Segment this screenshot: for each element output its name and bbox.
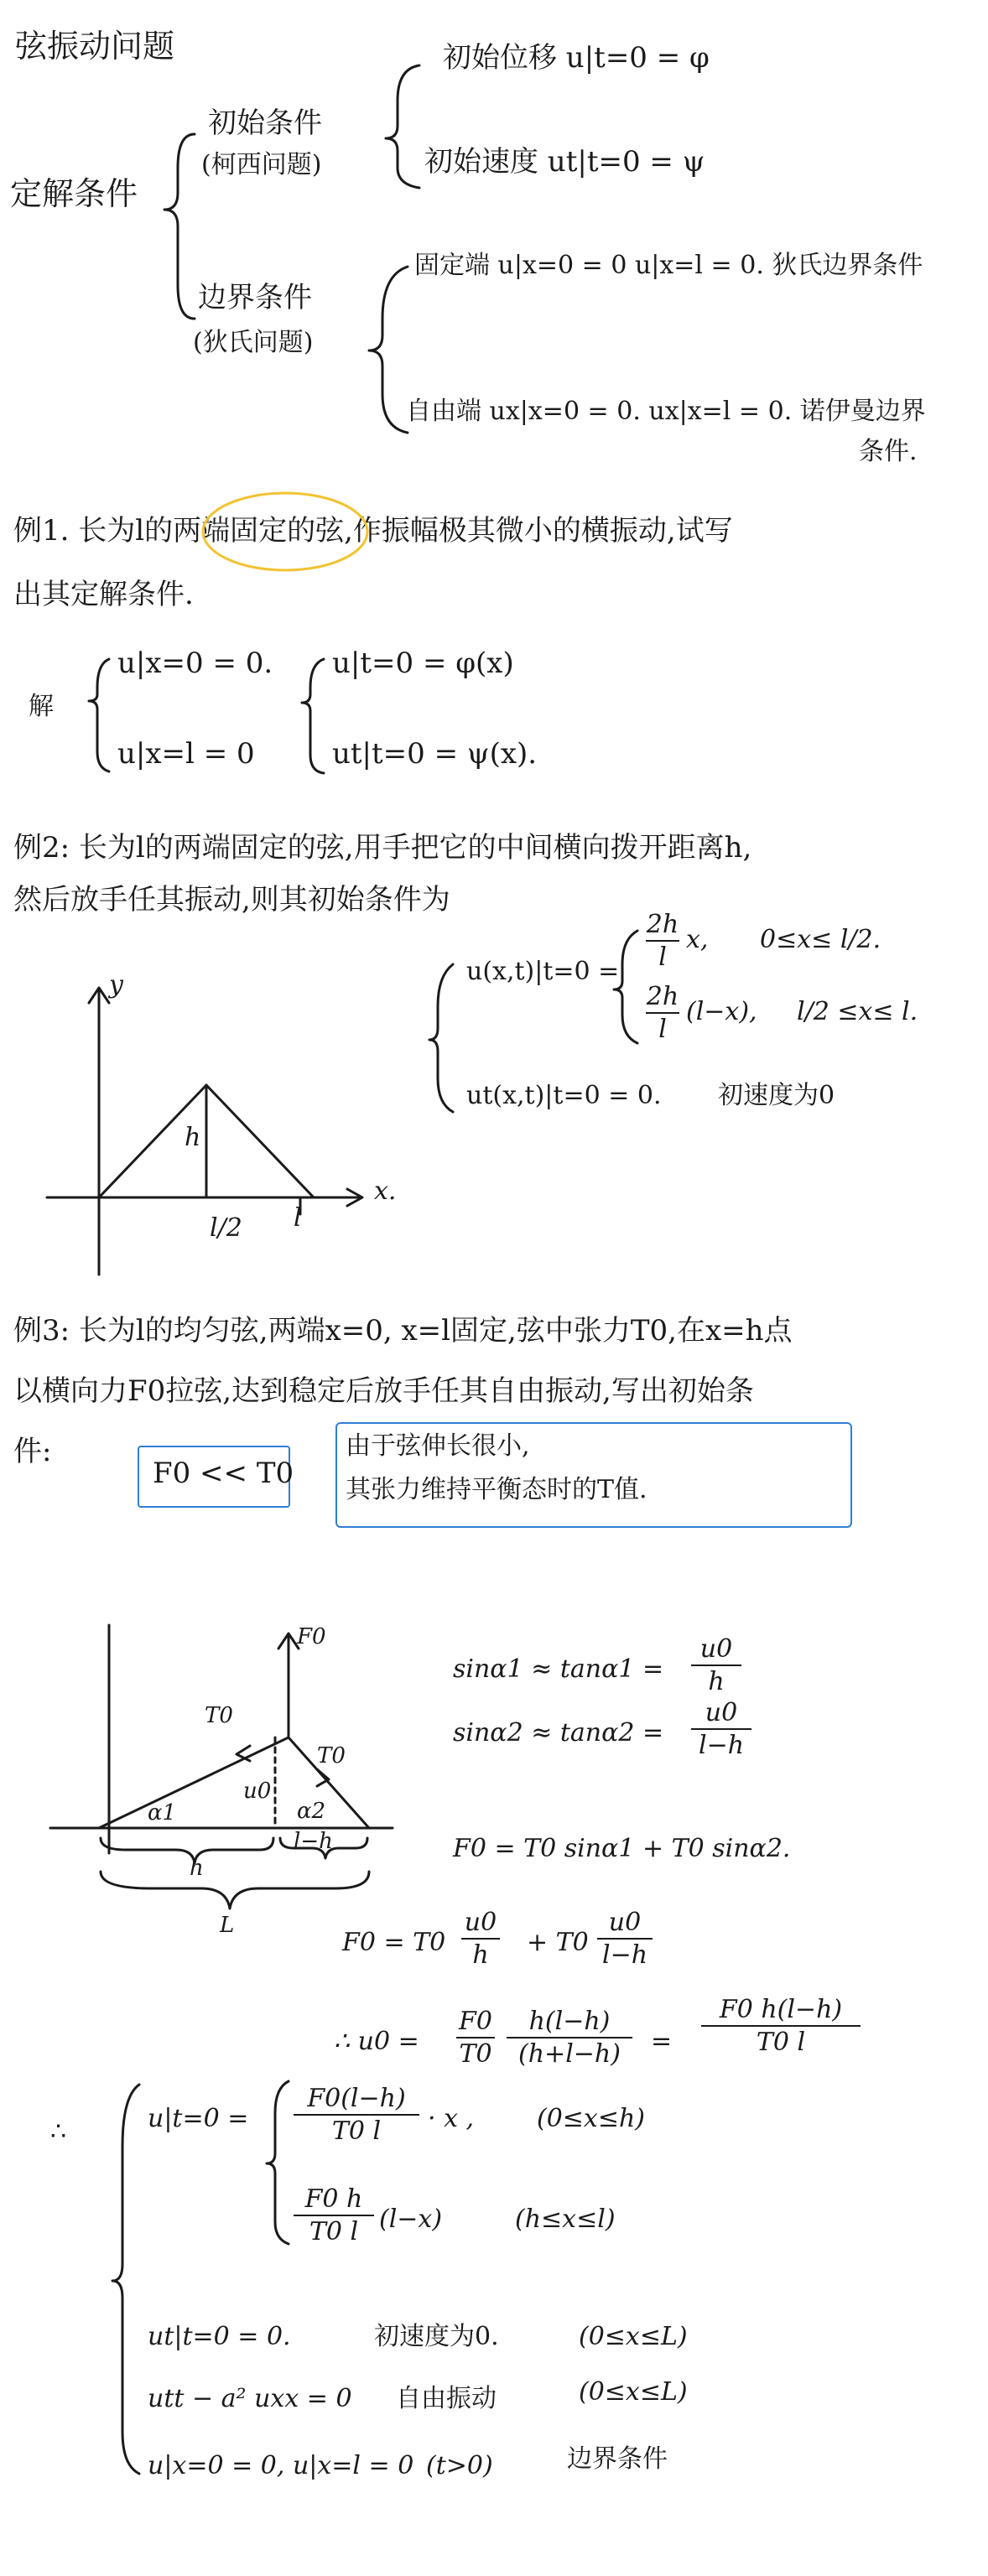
ex3-eq4-frac2-den: l−h — [601, 1940, 648, 1970]
ex3-box2-line2: 其张力维持平衡态时的T值. — [346, 1475, 647, 1504]
ex3-eq5-equals: = — [651, 2027, 673, 2056]
ex3-eq4-frac1-den: h — [472, 1940, 489, 1970]
ex2-line2: 然后放手任其振动,则其初始条件为 — [13, 883, 450, 917]
ex2-case1-den: l — [658, 943, 667, 972]
ex3-eq4-frac1-num: u0 — [464, 1908, 497, 1937]
ex1-line2: 出其定解条件. — [13, 578, 194, 611]
free-end: 自由端 ux|x=0 = 0. ux|x=l = 0. 诺伊曼边界 — [406, 397, 926, 426]
ex2-case1-range: 0≤x≤ l/2. — [760, 925, 881, 954]
ex3-fig-lh: l−h — [294, 1829, 333, 1854]
ex3-eq5-lhs: ∴ u0 = — [334, 2027, 419, 2056]
ex3-eq5-frac3-den: T0 l — [756, 2028, 806, 2057]
ex3-result-velocity-note: 初速度为0. — [374, 2322, 499, 2351]
ex3-eq4-mid: + T0 — [527, 1928, 589, 1957]
ex3-result-pde: utt − a² uxx = 0 — [148, 2384, 352, 2413]
ex2-case1-var: x, — [686, 925, 709, 954]
ex3-eq5-frac1-num: F0 — [459, 2007, 492, 2036]
ex3-line1: 例3: 长为l的均匀弦,两端x=0, x=l固定,弦中张力T0,在x=h点 — [13, 1314, 793, 1348]
ex1-bc-left: u|x=0 = 0. — [117, 647, 273, 680]
ex3-result-case2-var: (l−x) — [379, 2205, 443, 2234]
ex2-case2-range: l/2 ≤x≤ l. — [797, 997, 918, 1026]
initial-velocity: 初始速度 ut|t=0 = ψ — [424, 145, 705, 179]
ex3-eq5-frac3-num: F0 h(l−h) — [719, 1995, 843, 2024]
ex3-box2-line1: 由于弦伸长很小, — [346, 1431, 530, 1461]
ex3-eq5-frac1-den: T0 — [459, 2039, 492, 2069]
ex3-fig-alpha1: α1 — [148, 1800, 177, 1826]
ex3-fig-L: L — [220, 1913, 235, 1938]
ex3-result-case1-den: T0 l — [331, 2116, 382, 2146]
ex3-eq1-den: h — [708, 1667, 725, 1696]
boundary-condition-sub: (狄氏问题) — [193, 328, 314, 357]
ex3-eq4-lhs: F0 = T0 — [342, 1928, 446, 1957]
ex2-lhs: u(x,t)|t=0 = — [466, 957, 620, 986]
ex2-axis-y: y — [109, 970, 123, 1000]
ex2-axis-x: x. — [374, 1176, 397, 1206]
ex2-case1-num: 2h — [646, 910, 679, 939]
initial-condition-sub: (柯西问题) — [201, 150, 322, 179]
ex3-result-case1-num: F0(l−h) — [307, 2084, 406, 2113]
ex3-fig-T0-left: T0 — [205, 1703, 233, 1728]
ex3-result-case2-fraction — [294, 2185, 374, 2246]
ex3-result-pde-range: (0≤x≤L) — [579, 2377, 688, 2407]
ex3-result-pde-note: 自由振动 — [396, 2384, 497, 2413]
ex2-label-h: h — [185, 1123, 201, 1152]
initial-displacement: 初始位移 u|t=0 = φ — [443, 41, 710, 75]
ex3-result-case1-fraction — [294, 2085, 419, 2145]
ex2-case2-var: (l−x), — [686, 997, 757, 1026]
ex3-eq3: F0 = T0 sinα1 + T0 sinα2. — [453, 1834, 791, 1863]
ex3-eq2: sinα2 ≈ tanα2 = — [453, 1718, 664, 1748]
ex2-label-mid: l/2 — [210, 1213, 242, 1243]
ex1-bc-right: u|x=l = 0 — [117, 737, 255, 771]
ex3-result-case1-range: (0≤x≤h) — [537, 2104, 646, 2133]
ex3-box1-text: F0 << T0 — [153, 1457, 294, 1490]
ex1-ic-velocity: ut|t=0 = ψ(x). — [332, 737, 538, 771]
ex3-result-case2-range: (h≤x≤l) — [515, 2205, 616, 2234]
ex3-result-bc-note: 边界条件 — [567, 2444, 668, 2474]
ex3-result-case1-var: · x , — [428, 2104, 475, 2133]
ex2-label-l: l — [294, 1203, 302, 1233]
ex3-fig-h: h — [190, 1856, 204, 1881]
ex2-case2-num: 2h — [646, 982, 679, 1011]
initial-condition-label: 初始条件 — [208, 106, 322, 140]
fixed-end: 固定端 u|x=0 = 0 u|x=l = 0. 狄氏边界条件 — [414, 251, 923, 280]
ex3-result-bc-time: (t>0) — [426, 2451, 493, 2480]
ex3-result-therefore: ∴ — [50, 2117, 67, 2147]
ex3-result-lhs: u|t=0 = — [148, 2104, 249, 2133]
boundary-condition-label: 边界条件 — [198, 281, 312, 314]
ex3-line3: 件: — [13, 1435, 52, 1468]
ex3-fig-T0-right: T0 — [317, 1743, 346, 1768]
ex3-eq4-frac2-num: u0 — [608, 1908, 642, 1937]
ex1-solution-mark: 解 — [29, 692, 54, 721]
root-label: 定解条件 — [10, 175, 138, 212]
ex3-eq2-num: u0 — [705, 1698, 738, 1727]
free-end-tail: 条件. — [859, 437, 918, 466]
ex1-ic-displacement: u|t=0 = φ(x) — [332, 647, 514, 680]
ex3-result-case2-num: F0 h — [304, 2184, 363, 2214]
ex3-eq2-den: l−h — [698, 1731, 745, 1760]
ex3-result-bc: u|x=0 = 0, u|x=l = 0 — [148, 2451, 414, 2480]
ex3-eq1: sinα1 ≈ tanα1 = — [453, 1654, 664, 1684]
ex2-line1: 例2: 长为l的两端固定的弦,用手把它的中间横向拨开距离h, — [13, 831, 752, 865]
ex3-fig-F0: F0 — [297, 1624, 326, 1649]
ex3-eq5-frac2-num: h(l−h) — [528, 2007, 611, 2036]
ex2-velocity: ut(x,t)|t=0 = 0. — [466, 1081, 662, 1110]
ex3-fig-u0: u0 — [243, 1779, 272, 1804]
ex3-eq5-frac2-den: (h+l−h) — [518, 2039, 621, 2069]
page-title: 弦振动问题 — [15, 28, 175, 65]
ex3-line2: 以横向力F0拉弦,达到稳定后放手任其自由振动,写出初始条 — [13, 1374, 754, 1408]
ex1-line1: 例1. 长为l的两端固定的弦,作振幅极其微小的横振动,试写 — [13, 514, 733, 548]
ex3-result-velocity-range: (0≤x≤L) — [579, 2322, 688, 2351]
ex2-case2-den: l — [658, 1015, 667, 1044]
ex3-eq1-num: u0 — [699, 1634, 733, 1664]
ex3-fig-alpha2: α2 — [297, 1799, 326, 1824]
ex3-result-case2-den: T0 l — [309, 2217, 359, 2246]
ex2-velocity-note: 初速度为0 — [718, 1081, 835, 1110]
ex3-result-velocity: ut|t=0 = 0. — [148, 2322, 291, 2351]
